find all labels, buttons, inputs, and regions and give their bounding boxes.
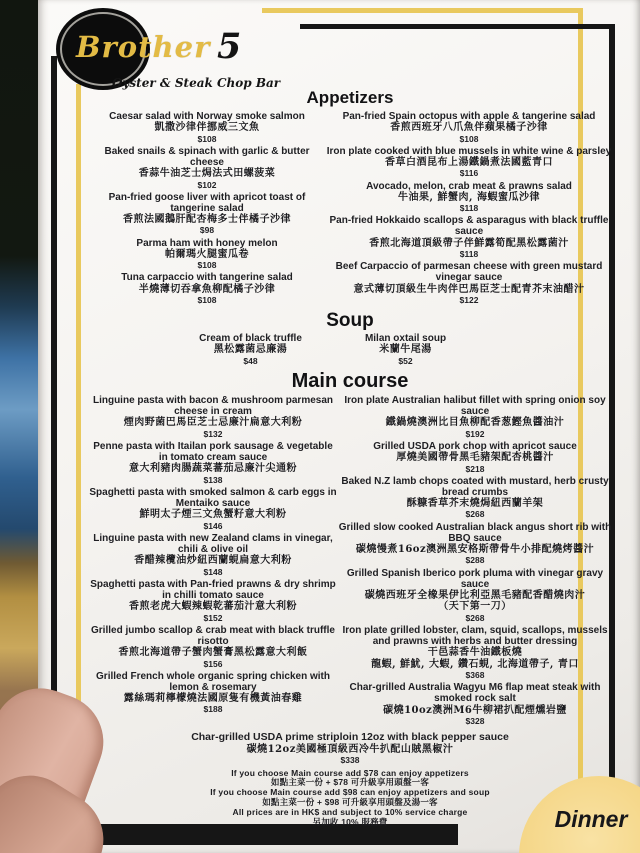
item-name-zh: 米蘭牛尾湯 bbox=[379, 344, 432, 356]
menu-item bbox=[88, 533, 338, 577]
footer-note: 如點主菜一份 + $78 可升級享用頭盤一客 bbox=[270, 777, 430, 788]
menu-item bbox=[88, 272, 326, 305]
menu-item bbox=[338, 568, 612, 623]
menu-item bbox=[88, 111, 326, 144]
item-name-en: Linguine pasta with bacon & mushroom parmesan cheese in cream bbox=[92, 394, 334, 418]
menu-item bbox=[88, 625, 338, 669]
item-name-en: Spaghetti pasta with smoked salmon & carb eggs in Mentaiko sauce bbox=[89, 486, 337, 510]
menu-item bbox=[338, 522, 612, 566]
item-name-en: Pan-fried goose liver with apricot toast of tangerine salad bbox=[108, 191, 306, 214]
item-name-en: Baked N.Z lamb chops coated with mustard, herb crusty bread crumbs bbox=[341, 475, 609, 498]
item-name-zh: 鐵鍋燒澳洲比目魚柳配香葱鰹魚醬油汁 bbox=[385, 417, 565, 429]
menu-item bbox=[326, 146, 612, 179]
appetizers-left-column bbox=[88, 111, 326, 307]
main-course-columns bbox=[88, 395, 612, 728]
item-name-zh2: （天下第一刀） bbox=[438, 601, 512, 613]
item-name-zh: 香煎法國鵝肝配杏梅多士伴橘子沙律 bbox=[123, 214, 291, 226]
item-name-en: Char-grilled Australia Wagyu M6 flap meat steak with smoked rock salt bbox=[349, 682, 601, 705]
item-name-en: Penne pasta with Itailan pork sausage & vegetable in tomato cream sauce bbox=[93, 440, 333, 464]
item-name-zh: 碳燒西班牙全橡果伊比利亞黑毛豬配香醋燒肉汁 bbox=[364, 589, 586, 601]
item-name-zh: 香煎北海道帶子蟹肉蟹膏黑松露意大利飯 bbox=[118, 647, 308, 659]
item-name-zh: 厚燒美國帶骨黑毛豬架配杏桃醬汁 bbox=[396, 452, 554, 464]
menu-item bbox=[88, 579, 338, 623]
section-title-main-course: Main course bbox=[291, 369, 409, 392]
footer-note: If you choose Main course add $78 can enjoy appetizers bbox=[231, 767, 469, 778]
item-price: $192 bbox=[465, 428, 485, 439]
footer-note: If you choose Main course add $98 can enjoy appetizers and soup bbox=[210, 787, 490, 798]
menu-item bbox=[88, 146, 326, 190]
item-name-zh: 香煎北海道頂級帶子伴鮮露筍配黑松露菌汁 bbox=[369, 237, 569, 249]
item-price: $116 bbox=[459, 168, 479, 179]
item-price: $118 bbox=[459, 203, 479, 214]
item-name-en: Linguine pasta with new Zealand clams in vinegar, chili & olive oil bbox=[93, 532, 333, 556]
item-price: $52 bbox=[398, 355, 413, 366]
frame-black-top bbox=[300, 24, 615, 29]
item-name-en: Pan-fried Hokkaido scallops & asparagus with black truffle sauce bbox=[329, 215, 609, 238]
item-name-en: Milan oxtail soup bbox=[364, 333, 447, 345]
menu-item bbox=[338, 476, 612, 520]
item-name-en: Iron plate grilled lobster, clam, squid, scallops, mussels and prawns with herbs and butter dressing bbox=[342, 624, 608, 648]
item-price: $152 bbox=[203, 612, 223, 623]
item-name-en: Grilled Spanish Iberico pork pluma with vinegar gravy sauce bbox=[346, 567, 604, 590]
item-name-zh: 香煎西班牙八爪魚伴蘋果橘子沙律 bbox=[390, 122, 548, 134]
item-price: $338 bbox=[340, 755, 360, 766]
item-price: $48 bbox=[243, 355, 258, 366]
item-name-en: Pan-fried Spain octopus with apple & tangerine salad bbox=[342, 111, 596, 122]
footer-note: 另加收 10% 服務費 bbox=[312, 816, 388, 827]
menu-item bbox=[338, 395, 612, 439]
item-price: $268 bbox=[465, 509, 485, 520]
menu-item bbox=[326, 215, 612, 259]
brand-name: Brother bbox=[76, 30, 211, 64]
menu-item bbox=[88, 192, 326, 236]
item-name-en: Beef Carpaccio of parmesan cheese with green mustard vinegar sauce bbox=[335, 261, 603, 284]
item-name-zh: 露絲瑪莉檸檬燒法國原隻有機黃油春雞 bbox=[123, 693, 303, 705]
item-price: $132 bbox=[203, 428, 223, 439]
item-name-en: Avocado, melon, crab meat & prawns salad bbox=[366, 180, 572, 192]
appetizers-columns bbox=[88, 111, 612, 307]
item-name-zh: 鮮明太子煙三文魚蟹籽意大利粉 bbox=[139, 509, 287, 521]
item-name-en: Iron plate Australian halibut fillet with spring onion soy sauce bbox=[344, 394, 606, 418]
item-price: $108 bbox=[197, 260, 217, 271]
item-name-zh: 帕爾瑪火腿蜜瓜卷 bbox=[165, 248, 249, 260]
main-course-left-column bbox=[88, 395, 338, 717]
item-name-zh: 酥糠香草芥末燒焗紐西蘭羊架 bbox=[406, 498, 544, 510]
item-name-en: Grilled French whole organic spring chicken with lemon & rosemary bbox=[96, 670, 330, 693]
item-price: $108 bbox=[197, 295, 217, 306]
frame-yellow-top bbox=[262, 8, 583, 13]
main-course-right-column bbox=[338, 395, 612, 728]
item-name-en: Cream of black truffle bbox=[199, 333, 302, 345]
item-price: $146 bbox=[203, 520, 223, 531]
menu-item bbox=[326, 111, 612, 144]
menu-item bbox=[88, 395, 338, 439]
item-name-zh: 香醋辣欖油炒紐西蘭蜆扁意大利粉 bbox=[134, 555, 292, 567]
item-price: $288 bbox=[465, 555, 485, 566]
brand-number: 5 bbox=[217, 26, 242, 67]
menu-item bbox=[328, 333, 483, 366]
item-price: $108 bbox=[197, 133, 217, 144]
soup-columns bbox=[173, 333, 483, 368]
item-name-en: Grilled slow cooked Australian black angus short rib with BBQ sauce bbox=[338, 521, 612, 544]
item-name-zh: 半燒薄切吞拿魚柳配橘子沙律 bbox=[138, 283, 276, 295]
featured-menu-item bbox=[88, 732, 612, 765]
item-name-zh: 碳燒12oz美國極頂級西冷牛扒配山賊黑椒汁 bbox=[246, 743, 454, 755]
item-name-en: Caesar salad with Norway smoke salmon bbox=[109, 111, 305, 122]
item-price: $108 bbox=[459, 133, 479, 144]
item-price: $218 bbox=[465, 463, 485, 474]
menu-item bbox=[88, 238, 326, 271]
item-name-en: Parma ham with honey melon bbox=[136, 237, 278, 249]
dinner-badge-label: Dinner bbox=[554, 806, 628, 832]
item-price: $102 bbox=[197, 179, 217, 190]
brand-tagline: Oyster & Steak Chop Bar bbox=[112, 76, 281, 90]
appetizers-right-column bbox=[326, 111, 612, 307]
item-name-zh: 牛油果, 鮮蟹肉, 海蝦蜜瓜沙律 bbox=[398, 191, 540, 203]
menu-item bbox=[338, 441, 612, 474]
item-name-zh: 意式薄切頂級生牛肉伴巴馬臣芝士配青芥末油醋汁 bbox=[353, 283, 585, 295]
item-price: $368 bbox=[465, 670, 485, 681]
menu-content bbox=[88, 88, 612, 828]
item-name-en: Grilled jumbo scallop & crab meat with black truffle risotto bbox=[91, 624, 335, 647]
item-price: $156 bbox=[203, 658, 223, 669]
menu-item bbox=[326, 181, 612, 214]
item-price: $188 bbox=[203, 704, 223, 715]
item-price: $328 bbox=[465, 716, 485, 727]
item-price: $138 bbox=[203, 474, 223, 485]
item-name-zh: 碳燒10oz澳洲M6牛柳裙扒配煙燻岩鹽 bbox=[383, 704, 567, 716]
item-name-zh: 黑松露菌忌廉湯 bbox=[213, 344, 288, 356]
item-name-zh: 意大利豬肉腸蔬菜蕃茄忌廉汁尖通粉 bbox=[129, 463, 297, 475]
item-name-en: Iron plate cooked with blue mussels in white wine & parsley bbox=[326, 145, 612, 157]
menu-item bbox=[88, 487, 338, 531]
item-name-zh: 煙肉野菌巴馬臣芝士忌廉汁扁意大利粉 bbox=[123, 417, 303, 429]
item-name-en: Spaghetti pasta with Pan-fried prawns & dry shrimp in chilli tomato sauce bbox=[90, 578, 336, 601]
item-price: $118 bbox=[459, 249, 479, 260]
item-price: $122 bbox=[459, 295, 479, 306]
footer-note: All prices are in HK$ and subject to 10% service charge bbox=[232, 807, 468, 817]
item-price: $148 bbox=[203, 566, 223, 577]
item-name-zh: 香煎老虎大蝦辣蝦乾蕃茄汁意大利粉 bbox=[129, 601, 297, 613]
menu-item bbox=[338, 625, 612, 680]
item-name-en: Tuna carpaccio with tangerine salad bbox=[121, 272, 293, 284]
item-price: $98 bbox=[199, 225, 215, 236]
restaurant-logo bbox=[54, 4, 306, 98]
item-name-zh: 香蒜牛油芝士焗法式田螺菠菜 bbox=[138, 168, 276, 180]
menu-item bbox=[88, 671, 338, 715]
item-name-zh: 干邑蒜香牛油鐵板燒 bbox=[427, 647, 523, 659]
menu-item bbox=[173, 333, 328, 366]
item-name-en: Char-grilled USDA prime striploin 12oz with black pepper sauce bbox=[191, 731, 509, 744]
item-name-zh2: 龍蝦, 鮮魷, 大蝦, 鑽石蜆, 北海道帶子, 青口 bbox=[371, 658, 579, 670]
menu-item bbox=[88, 441, 338, 485]
menu-item bbox=[338, 682, 612, 726]
item-name-zh: 凱撒沙律伴挪威三文魚 bbox=[154, 122, 260, 134]
menu-item bbox=[326, 261, 612, 305]
footer-note: 如點主菜一份 + $98 可升級享用頭盤及湯一客 bbox=[262, 797, 438, 808]
item-name-en: Baked snails & spinach with garlic & butter cheese bbox=[104, 145, 310, 168]
item-price: $268 bbox=[465, 612, 485, 623]
item-name-zh: 香草白酒昆布上湯鐵鍋煮法國藍青口 bbox=[385, 156, 553, 168]
section-title-appetizers: Appetizers bbox=[306, 88, 394, 107]
item-name-en: Grilled USDA pork chop with apricot sauce bbox=[373, 440, 577, 452]
section-title-soup: Soup bbox=[326, 310, 374, 332]
item-name-zh: 碳燒慢煮16oz澳洲黑安格斯帶骨牛小排配燒烤醬汁 bbox=[355, 544, 595, 556]
